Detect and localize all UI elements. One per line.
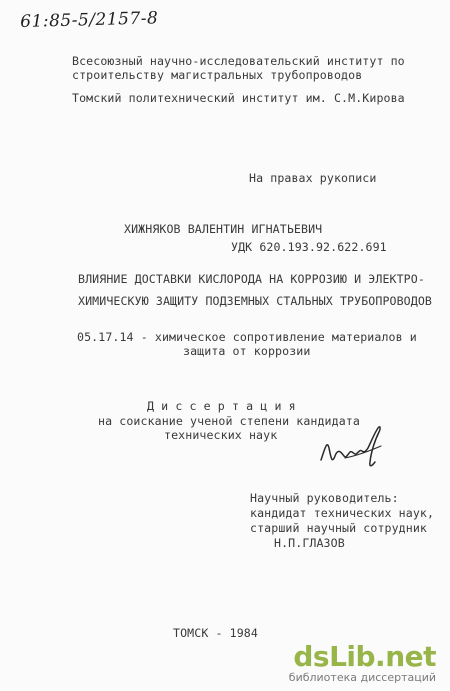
udk-code: УДК 620.193.92.622.691 [231, 240, 387, 254]
handwritten-catalog-code: 61:85-5/2157-8 [20, 8, 159, 32]
title-line-1: ВЛИЯНИЕ ДОСТАВКИ КИСЛОРОДА НА КОРРОЗИЮ И ЭЛЕКТРО- [78, 272, 425, 286]
org-line-2: строительству магистральных трубопроводов [72, 68, 363, 82]
title-line-2: ХИМИЧЕСКУЮ ЗАЩИТУ ПОДЗЕМНЫХ СТАЛЬНЫХ ТРУБОПРОВОДОВ [78, 294, 433, 308]
city-year: ТОМСК - 1984 [173, 626, 258, 640]
dissertation-line-3: технических наук [164, 428, 278, 442]
specialty-line-2: защита от коррозии [183, 344, 311, 358]
supervisor-label: Научный руководитель: [250, 491, 399, 505]
rights-note: На правах рукописи [249, 171, 377, 185]
supervisor-degree: кандидат технических наук, [250, 506, 435, 520]
signature-image [315, 418, 395, 478]
supervisor-position: старший научный сотрудник [250, 521, 428, 535]
author-name: ХИЖНЯКОВ ВАЛЕНТИН ИГНАТЬЕВИЧ [124, 222, 323, 236]
org-line-3: Томский политехнический институт им. С.М.Кирова [72, 91, 405, 105]
dissertation-heading: Д и с с е р т а ц и я [147, 399, 296, 413]
watermark-tagline: библиотека диссертаций [288, 671, 436, 684]
org-line-1: Всесоюзный научно-исследовательский институт по [72, 54, 405, 68]
specialty-line-1: 05.17.14 - химическое сопротивление материалов и [77, 330, 417, 344]
supervisor-name: Н.П.ГЛАЗОВ [274, 536, 345, 550]
dslib-watermark [288, 640, 436, 685]
watermark-logo: dsLib.net [293, 640, 436, 673]
dissertation-line-2: на соискание ученой степени кандидата [98, 414, 360, 428]
